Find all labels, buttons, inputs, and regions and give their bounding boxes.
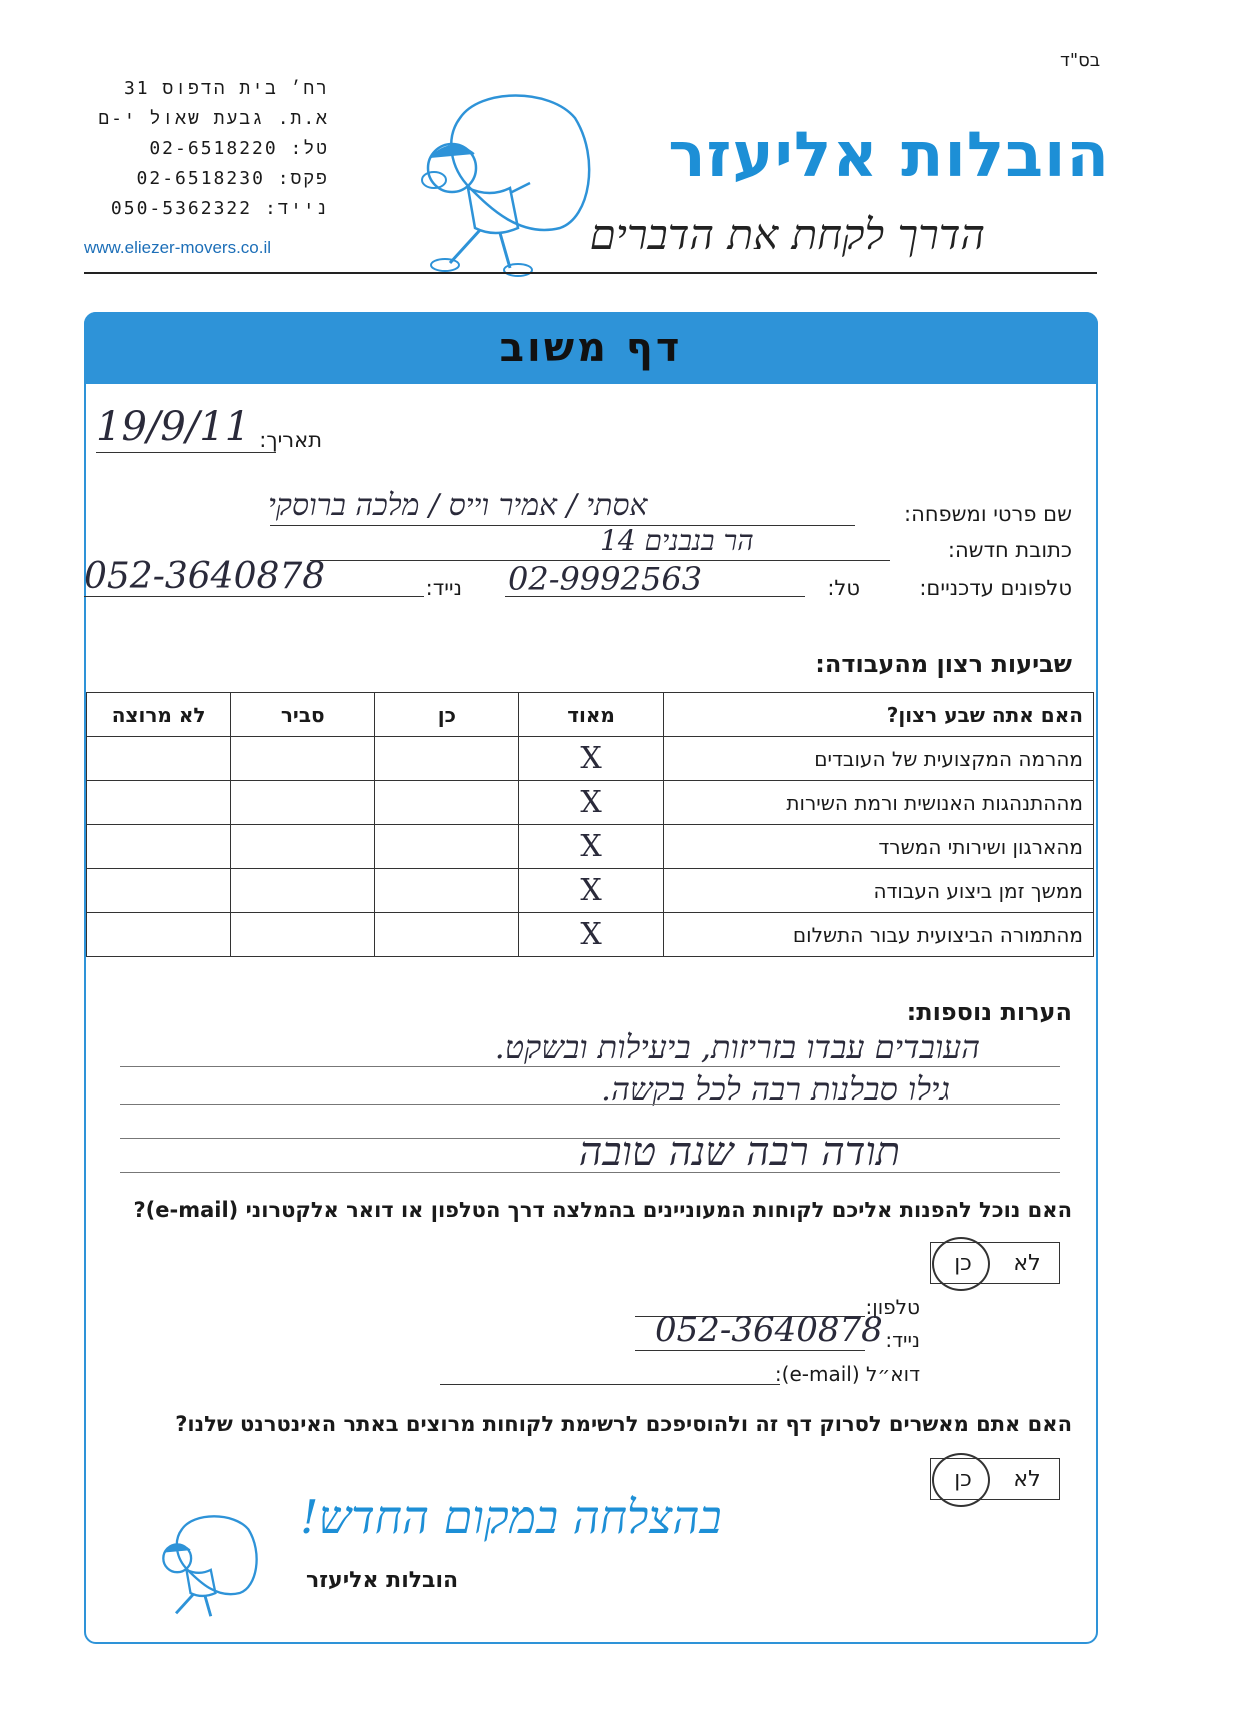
header-divider [84, 272, 1097, 274]
mover-mascot-logo [390, 88, 610, 278]
consent-phone-label: טלפון: [865, 1295, 920, 1319]
checkbox-yes[interactable] [375, 913, 519, 957]
publish-consent-no[interactable]: לא [1013, 1466, 1041, 1492]
consent-mobile-underline [635, 1350, 865, 1351]
closing-signature: הובלות אליעזר [306, 1568, 459, 1593]
address-value[interactable]: הר בנבנים 14 [600, 524, 754, 557]
checkbox-fair[interactable] [231, 781, 375, 825]
checkbox-unsatisfied[interactable] [87, 869, 231, 913]
column-header-question: האם אתה שבע רצון? [663, 693, 1093, 737]
column-header-unsatisfied: לא מרוצה [87, 693, 231, 737]
closing-message: בהצלחה במקום החדש! [300, 1490, 722, 1544]
notes-title: הערות נוספות: [906, 998, 1072, 1026]
contact-address: רח׳ בית הדפוס 31 [123, 78, 329, 99]
yes-circle-mark [932, 1237, 990, 1291]
note-line-2[interactable]: גילו סבלנות רבה לכל בקשה. [600, 1070, 950, 1108]
satisfaction-title: שביעות רצון מהעבודה: [815, 650, 1072, 678]
brand-title: הובלות אליעזר [668, 118, 1110, 191]
note-line-3[interactable]: תודה רבה שנה טובה [578, 1129, 900, 1175]
checkbox-unsatisfied[interactable] [87, 825, 231, 869]
note-rule-3 [120, 1138, 1060, 1139]
table-row [87, 869, 1094, 913]
checkbox-fair[interactable] [231, 913, 375, 957]
column-header-fair: סביר [231, 693, 375, 737]
table-header-row [87, 693, 1094, 737]
column-header-yes: כן [375, 693, 519, 737]
checkbox-fair[interactable] [231, 869, 375, 913]
contact-consent-no[interactable]: לא [1013, 1250, 1041, 1276]
note-rule-2 [120, 1104, 1060, 1105]
tel-label: טל: [827, 576, 860, 600]
brand-slogan: הדרך לקחת את הדברים [589, 210, 985, 259]
date-underline [96, 452, 276, 453]
address-label: כתובת חדשה: [947, 538, 1072, 562]
contact-consent-yes[interactable]: כן [954, 1250, 972, 1276]
name-value[interactable]: אסתי / אמיר וייס / מלכה ברוסקי [268, 488, 648, 523]
note-line-1[interactable]: העובדים עבדו בזריזות, ביעילות ובשקט. [494, 1028, 980, 1066]
consent-email-label: דוא״ל (e-mail): [774, 1362, 920, 1386]
checkbox-yes[interactable] [375, 781, 519, 825]
checkbox-fair[interactable] [231, 737, 375, 781]
row-question: מהארגון ושירותי המשרד [663, 825, 1093, 869]
tel-underline [505, 596, 805, 597]
date-value[interactable]: 19/9/11 [96, 404, 251, 450]
form-title: דף משוב [499, 325, 683, 371]
contact-consent-question: האם נוכל להפנות אליכם לקוחות המעוניינים בהמלצה דרך הטלפון או דואר אלקטרוני (e-mail)? [133, 1198, 1072, 1222]
contact-area: א.ת. גבעת שאול י-ם [98, 108, 329, 129]
mover-mascot-small-logo [140, 1512, 270, 1622]
checkbox-very[interactable]: X [519, 781, 663, 825]
checkbox-very[interactable]: X [519, 825, 663, 869]
checkbox-unsatisfied[interactable] [87, 737, 231, 781]
contact-block [84, 74, 329, 224]
checkbox-unsatisfied[interactable] [87, 913, 231, 957]
row-question: ממשך זמן ביצוע העבודה [663, 869, 1093, 913]
mobile-label: נייד: [425, 576, 462, 600]
checkbox-yes[interactable] [375, 737, 519, 781]
name-underline [270, 525, 855, 526]
checkbox-very[interactable]: X [519, 869, 663, 913]
publish-consent-yes[interactable]: כן [954, 1466, 972, 1492]
consent-mobile-label: נייד: [885, 1328, 920, 1352]
website-link[interactable]: www.eliezer-movers.co.il [84, 238, 272, 257]
table-row [87, 825, 1094, 869]
yes-circle-mark [932, 1453, 990, 1507]
table-row [87, 913, 1094, 957]
column-header-very: מאוד [519, 693, 663, 737]
form-banner [84, 312, 1098, 384]
mobile-underline [84, 596, 424, 597]
table-row [87, 737, 1094, 781]
checkbox-unsatisfied[interactable] [87, 781, 231, 825]
contact-tel: טל: 02-6518220 [149, 138, 329, 159]
checkbox-very[interactable]: X [519, 737, 663, 781]
row-question: מהרמה המקצועית של העובדים [663, 737, 1093, 781]
consent-mobile-value[interactable]: 052-3640878 [655, 1310, 883, 1350]
checkbox-fair[interactable] [231, 825, 375, 869]
row-question: מההתנהגות האנושית ורמת השירות [663, 781, 1093, 825]
note-rule-4 [120, 1172, 1060, 1173]
contact-mobile: נייד: 050-5362322 [110, 198, 329, 219]
phones-label: טלפונים עדכניים: [919, 576, 1072, 600]
consent-email-underline [440, 1384, 780, 1385]
contact-fax: פקס: 02-6518230 [136, 168, 329, 189]
checkbox-yes[interactable] [375, 869, 519, 913]
satisfaction-table [86, 692, 1094, 957]
name-label: שם פרטי ומשפחה: [904, 502, 1072, 526]
table-row [87, 781, 1094, 825]
mobile-value[interactable]: 052-3640878 [84, 556, 326, 597]
bsd-mark: בס"ד [1060, 50, 1101, 71]
row-question: מהתמורה הביצועית עבור התשלום [663, 913, 1093, 957]
note-rule-1 [120, 1066, 1060, 1067]
checkbox-very[interactable]: X [519, 913, 663, 957]
date-label: תאריך: [259, 428, 322, 452]
publish-consent-question: האם אתם מאשרים לסרוק דף זה ולהוסיפכם לרשימת לקוחות מרוצים באתר האינטרנט שלנו? [175, 1412, 1072, 1436]
checkbox-yes[interactable] [375, 825, 519, 869]
tel-value[interactable]: 02-9992563 [508, 560, 703, 598]
